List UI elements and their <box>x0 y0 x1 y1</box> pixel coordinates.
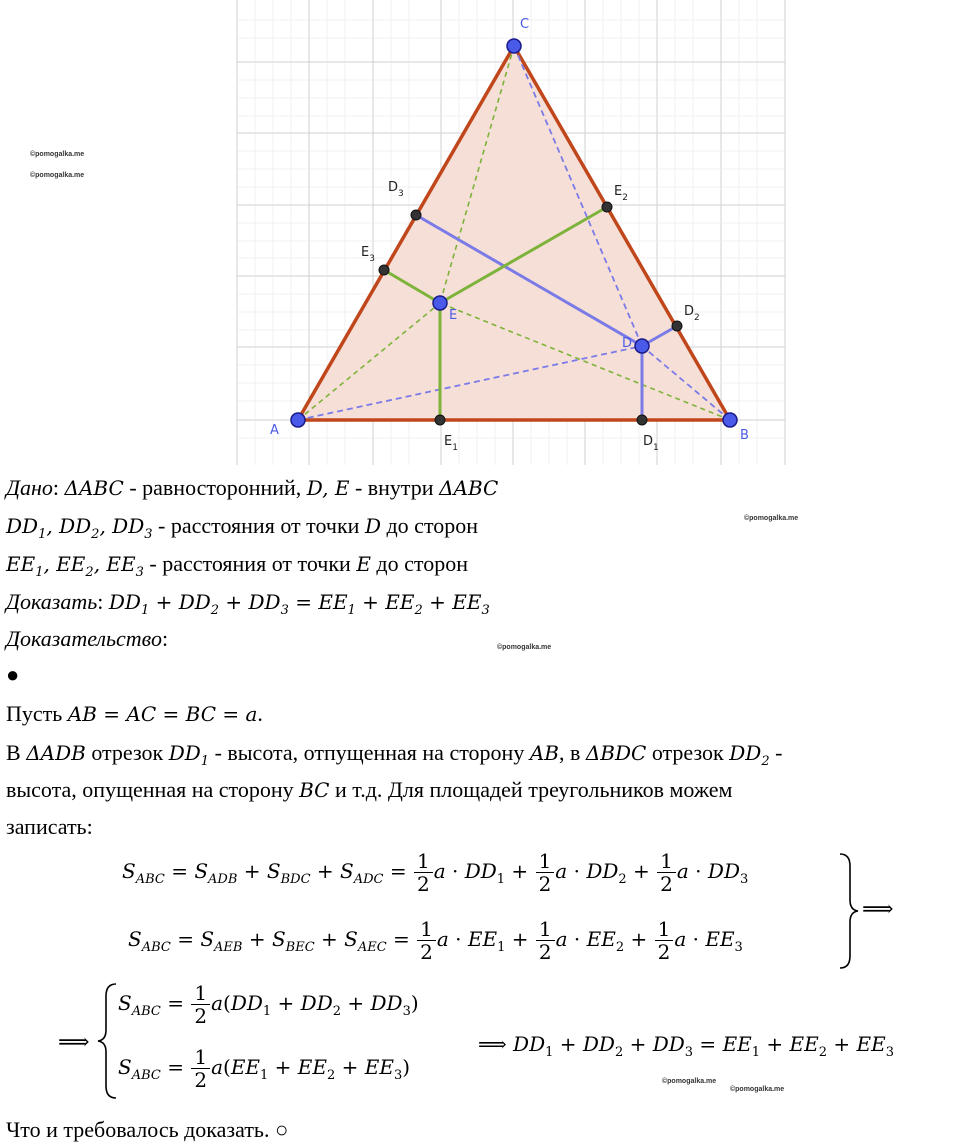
paragraph-line-2: высота, опущенная на сторону BC и т.д. Для площадей треугольников можем <box>6 777 733 802</box>
svg-text:E2: $E_2$ <box>614 184 628 203</box>
proof-label-line: Доказательство: <box>6 626 169 651</box>
implies-arrow-2: ⟹ <box>58 1030 90 1055</box>
label-c: C <box>520 17 530 32</box>
conclusion-formula: ⟹ $DD_1 + DD_2 + DD_3 = EE_1 + EE_2 + EE_3$ <box>478 1032 894 1060</box>
label-d1: D <box>643 434 654 449</box>
svg-text:D2: $D_2$ <box>684 304 700 323</box>
left-brace <box>94 982 120 1100</box>
paragraph-line-1: В ΔADB отрезок $DD_1$ - высота, отпущенная на сторону AB, в ΔBDC отрезок $DD_2$ - <box>6 740 783 769</box>
watermark: ©pomogalka.me <box>744 515 799 522</box>
right-brace <box>836 852 862 970</box>
label-e3: E <box>361 245 370 260</box>
distances-d-line: $DD_1$, $DD_2$, $DD_3$ - расстояния от точки D до сторон <box>6 513 479 542</box>
implies-arrow: ⟹ <box>862 897 894 922</box>
svg-text:E1: $E_1$ <box>444 434 458 453</box>
label-d: D <box>622 336 633 351</box>
area-formula-d: $S_{ABC} = S_{ADB} + S_{BDC} + S_{ADC}$ = $\frac{1}{2}$ $a \cdot DD_1$ + $\frac{1}{2}$ $a \cdot DD_2$ + $\frac{1}{2}$ $a \cdot DD_3$ <box>122 849 749 896</box>
label-a: A <box>270 423 279 438</box>
svg-text:E3: $E_3$ <box>361 245 375 264</box>
given-line: Дано: ΔABC - равносторонний, D, E - внутри ΔABC <box>6 475 499 500</box>
watermark: ©pomogalka.me <box>662 1078 717 1085</box>
label-b: B <box>740 428 749 443</box>
prove-line: Доказать: $DD_1 + DD_2 + DD_3 = EE_1 + EE_2 + EE_3$ <box>6 589 490 618</box>
label-e1: E <box>444 434 453 449</box>
sum-formula-e: $S_{ABC}$ = $\frac{1}{2}$ $a(EE_1 + EE_2 + EE_3)$ <box>118 1045 411 1092</box>
label-d2: D <box>684 304 695 319</box>
watermark: ©pomogalka.me <box>30 172 85 179</box>
label-e: E <box>449 308 458 323</box>
watermark: ©pomogalka.me <box>497 644 552 651</box>
distances-e-line: $EE_1$, $EE_2$, $EE_3$ - расстояния от точки E до сторон <box>6 551 468 580</box>
area-formula-e: $S_{ABC} = S_{AEB} + S_{BEC} + S_{AEC}$ = $\frac{1}{2}$ $a \cdot EE_1$ + $\frac{1}{2}$ $a \cdot EE_2$ + $\frac{1}{2}$ $a \cdot EE_3$ <box>128 917 743 964</box>
svg-text:D3: $D_3$ <box>388 180 404 199</box>
qed-line: Что и требовалось доказать. ○ <box>6 1117 289 1142</box>
let-line: Пусть AB = AC = BC = a. <box>6 701 263 726</box>
svg-text:D1: $D_1$ <box>643 434 659 453</box>
sum-formula-d: $S_{ABC}$ = $\frac{1}{2}$ $a(DD_1 + DD_2 + DD_3)$ <box>118 981 419 1028</box>
paragraph-line-3: записать: <box>6 814 93 839</box>
watermark: ©pomogalka.me <box>30 151 85 158</box>
triangle-figure <box>0 0 960 470</box>
triangle-abc <box>298 46 730 420</box>
watermark: ©pomogalka.me <box>730 1086 785 1093</box>
label-e2: E <box>614 184 623 199</box>
label-d3: D <box>388 180 399 195</box>
bullet: ● <box>6 662 20 687</box>
